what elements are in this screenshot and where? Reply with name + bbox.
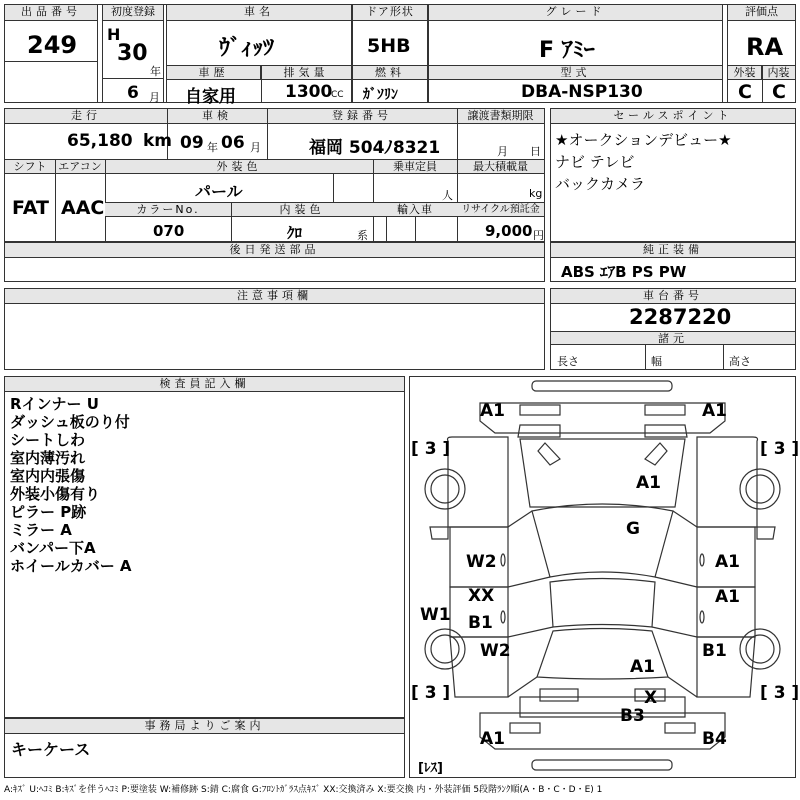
equipment-label: 純正装備 [551, 243, 795, 258]
shift: FAT [12, 197, 49, 219]
inspection-month-unit: 月 [250, 141, 261, 154]
chassis-box [550, 288, 796, 370]
ac: AAC [61, 197, 105, 219]
displacement: 1300 [285, 82, 333, 102]
lot-label: 出品番号 [5, 5, 97, 21]
chassis-label: 車台番号 [551, 289, 795, 304]
inspector-line: ホイールカバー A [10, 557, 132, 575]
recycle-label: リサイクル預託金 [457, 203, 544, 217]
transfer-day: 日 [530, 145, 541, 158]
ext-grade: C [738, 81, 752, 103]
color-no-label: カラーNo. [105, 203, 231, 217]
inspector-label: 検査員記入欄 [5, 377, 404, 392]
notes-label: 注意事項欄 [5, 289, 544, 304]
kg-unit: kg [529, 187, 543, 200]
mark-bracket-3-rear-right: [ 3 ] [760, 683, 800, 703]
car-diagram [409, 376, 800, 778]
grade: F ｱﾐｰ [539, 38, 595, 63]
chassis-number: 2287220 [629, 305, 732, 329]
office-box [4, 718, 405, 778]
inspector-line: バンパー下A [10, 539, 96, 557]
int-label: 内装 [762, 66, 795, 80]
import-label: 輸入車 [373, 203, 457, 217]
mark-xx: XX [468, 586, 495, 606]
sales-point-box [550, 108, 796, 242]
capacity-label: 乗車定員 [373, 160, 457, 174]
era: H [107, 25, 121, 44]
car-outline [410, 377, 795, 777]
inspector-line: ダッシュ板のり付 [10, 413, 130, 431]
mark-les: [ﾚｽ] [418, 761, 443, 776]
model-label: 型式 [429, 66, 722, 80]
grade-box [428, 4, 723, 103]
first-reg-box [102, 4, 164, 103]
km-unit: km [143, 131, 173, 151]
color-label: 外装色 [105, 160, 373, 174]
inspector-line: シートしわ [10, 431, 86, 449]
lot-number: 249 [27, 31, 78, 59]
later-parts-box [4, 242, 545, 282]
fuel-label: 燃料 [353, 66, 427, 80]
mark-a1-hood: A1 [636, 473, 661, 493]
inspection-year: 09 [180, 133, 204, 153]
shift-label: シフト [5, 160, 55, 174]
cc-unit: CC [331, 90, 344, 100]
door-label: ドア形状 [353, 5, 427, 21]
mark-a1-front-left: A1 [480, 401, 505, 421]
mark-b4: B4 [702, 729, 727, 749]
inspection-month: 06 [221, 133, 245, 153]
recycle: 9,000 [485, 222, 533, 240]
ac-label: エアコン [55, 160, 105, 174]
yen-unit: 円 [533, 229, 544, 242]
fuel: ｶﾞｿﾘﾝ [363, 87, 398, 103]
sales-point-list [555, 129, 732, 195]
details-block [4, 108, 545, 242]
inspector-line: Rインナー U [10, 395, 99, 413]
height-label: 高さ [729, 355, 751, 368]
office-value: キーケース [11, 740, 91, 759]
first-reg-month: 6 [127, 83, 139, 103]
score: RA [746, 33, 784, 61]
interior-color: ｸﾛ [287, 224, 303, 242]
person-unit: 人 [442, 189, 453, 202]
lot-box [4, 4, 98, 103]
score-label: 評価点 [728, 5, 795, 21]
car-name-box [166, 4, 352, 107]
transfer-label: 譲渡書類期限 [457, 109, 544, 124]
inspector-line: 室内薄汚れ [10, 449, 86, 467]
interior-color-label: 内装色 [231, 203, 373, 217]
year-unit: 年 [150, 65, 161, 78]
mark-w1: W1 [420, 605, 451, 625]
later-parts-label: 後日発送部品 [5, 243, 544, 258]
first-reg-label: 初度登録 [103, 5, 163, 21]
transfer-month: 月 [497, 145, 508, 158]
legend-footer: A:ｷｽﾞ U:ﾍｺﾐ B:ｷｽﾞを伴うﾍｺﾐ P:要塗装 W:補修跡 S:錆 C:腐食 G:ﾌﾛﾝﾄｶﾞﾗｽ点ｷｽﾞ XX:交換済み X:要交換 内・外装評価 5段階ﾗﾝｸ順(A・B・C・D・E) 1 [4, 785, 603, 795]
ext-label: 外装 [728, 66, 762, 80]
month-unit: 月 [149, 91, 160, 104]
equipment-box [550, 242, 796, 282]
car-name: ｳﾞｨｯﾂ [219, 36, 275, 61]
history: 自家用 [185, 87, 236, 107]
grade-label: グレード [429, 5, 722, 21]
door-box [352, 4, 428, 103]
displacement-label: 排気量 [261, 66, 351, 80]
notes-box [4, 288, 545, 370]
mark-bracket-3-front-left: [ 3 ] [411, 439, 451, 459]
mark-bracket-3-rear-left: [ 3 ] [411, 683, 451, 703]
int-grade: C [772, 81, 786, 103]
inspector-line: 室内内張傷 [10, 467, 86, 485]
mark-g-windshield: G [626, 519, 640, 539]
equipment-value: ABS ｴｱB PS PW [561, 263, 687, 281]
inspector-list [10, 395, 132, 575]
inspector-line: ピラー P跡 [10, 503, 87, 521]
mark-a1-rear: A1 [630, 657, 655, 677]
load-label: 最大積載量 [457, 160, 544, 174]
inspector-line: 外装小傷有り [10, 485, 101, 503]
door: 5HB [367, 35, 411, 57]
inspector-box [4, 376, 405, 718]
model: DBA-NSP130 [521, 82, 643, 102]
sales-point-label: セールスポイント [551, 109, 795, 124]
sales-point-line: バックカメラ [555, 175, 646, 193]
inspector-line: ミラー A [10, 521, 72, 539]
color: パール [195, 182, 243, 201]
mark-w2-left-rear: W2 [480, 641, 511, 661]
inspection-label: 車検 [167, 109, 267, 124]
inspection-year-unit: 年 [207, 141, 218, 154]
reg-number: 福岡 504ﾉ8321 [309, 138, 441, 158]
length-label: 長さ [557, 355, 579, 368]
mark-b1-left: B1 [468, 613, 493, 633]
office-label: 事務局よりご案内 [5, 719, 404, 734]
sales-point-line: ★オークションデビュー★ [555, 131, 732, 149]
mark-w2-left-front-door: W2 [466, 552, 497, 572]
mark-a1-rear-left: A1 [480, 729, 505, 749]
mark-x: X [644, 688, 658, 708]
width-label: 幅 [651, 355, 662, 368]
mark-a1-right-front-door: A1 [715, 552, 740, 572]
color-no: 070 [153, 222, 185, 240]
kei-unit: 系 [357, 229, 368, 242]
score-box [727, 4, 796, 103]
mileage-label: 走行 [5, 109, 167, 124]
first-reg-year: 30 [117, 41, 148, 66]
sales-point-line: ナビ テレビ [555, 153, 635, 171]
mark-a1-front-right: A1 [702, 401, 727, 421]
car-name-label: 車名 [167, 5, 351, 21]
mileage: 65,180 [67, 131, 133, 151]
dims-label: 諸元 [551, 331, 795, 345]
mark-bracket-3-front-right: [ 3 ] [760, 439, 800, 459]
mark-b3: B3 [620, 706, 645, 726]
history-label: 車歴 [167, 66, 261, 80]
mark-b1-right: B1 [702, 641, 727, 661]
reg-label: 登録番号 [267, 109, 457, 124]
mark-a1-right-rear-door: A1 [715, 587, 740, 607]
